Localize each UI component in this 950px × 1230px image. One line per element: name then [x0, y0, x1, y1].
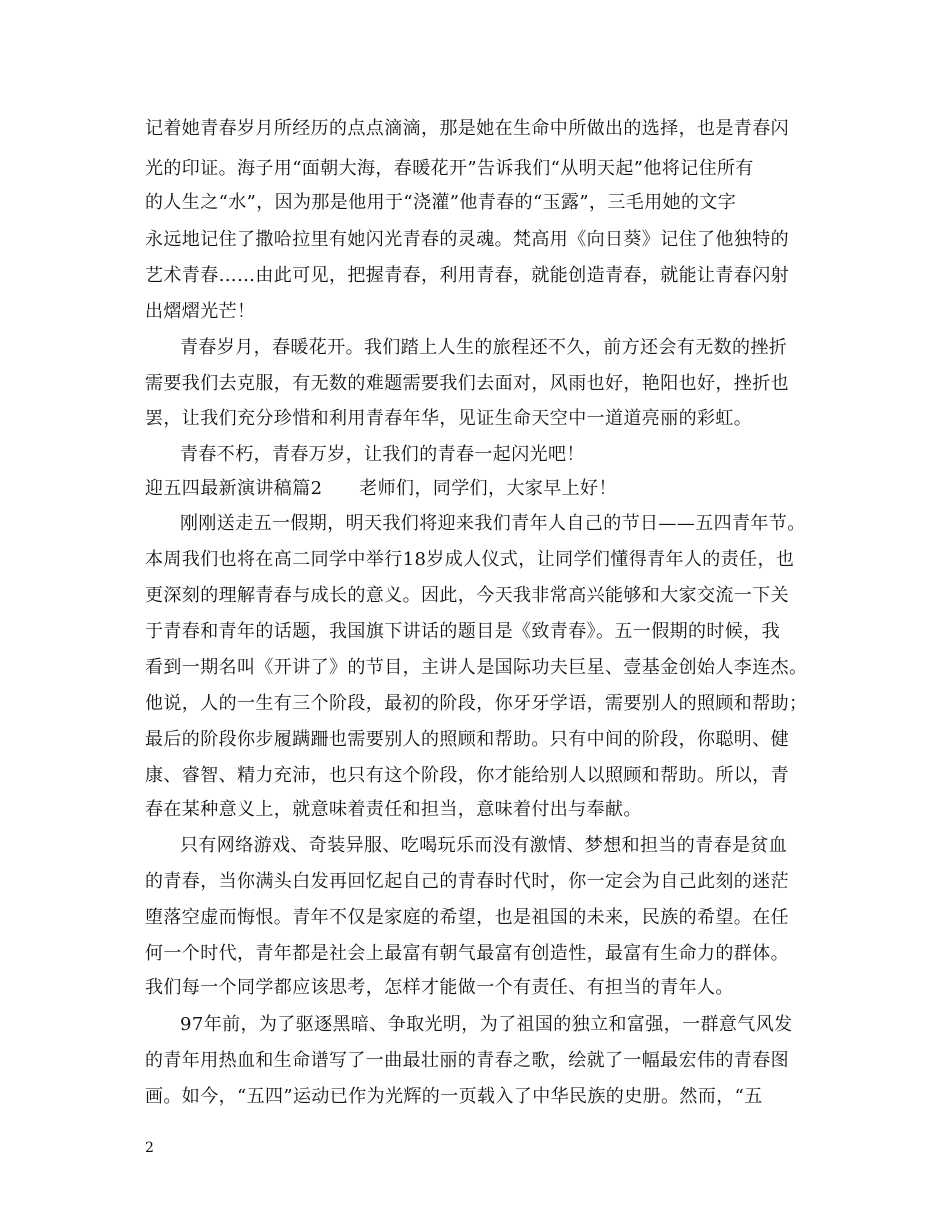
text-line: 需要我们去克服，有无数的难题需要我们去面对，风雨也好，艳阳也好，挫折也	[145, 373, 789, 394]
text-line: 画。如今，“五四”运动已作为光辉的一页载入了中华民族的史册。然而，“五	[145, 1086, 763, 1107]
text-line: 康、睿智、精力充沛，也只有这个阶段，你才能给别人以照顾和帮助。所以，青	[145, 765, 789, 786]
text-line: 最后的阶段你步履蹒跚也需要别人的照顾和帮助。只有中间的阶段，你聪明、健	[145, 729, 789, 750]
text-line: 于青春和青年的话题，我国旗下讲话的题目是《致青春》。五一假期的时候，我	[145, 621, 780, 642]
text-line: 堕落空虚而悔恨。青年不仅是家庭的希望，也是祖国的未来，民族的希望。在任	[145, 907, 789, 928]
text-line: 的青春，当你满头白发再回忆起自己的青春时代时，你一定会为自己此刻的迷茫	[145, 871, 789, 892]
text-line: 罢，让我们充分珍惜和利用青春年华，见证生命天空中一道道亮丽的彩虹。	[145, 408, 753, 429]
paragraph-first-line: 刚刚送走五一假期，明天我们将迎来我们青年人自己的节日——五四青年节。	[180, 513, 806, 534]
text-line: 记着她青春岁月所经历的点点滴滴，那是她在生命中所做出的选择，也是青春闪	[145, 118, 789, 139]
paragraph-first-line: 只有网络游戏、奇装异服、吃喝玩乐而没有激情、梦想和担当的青春是贫血	[180, 835, 788, 856]
paragraph-first-line: 97年前，为了驱逐黑暗、争取光明，为了祖国的独立和富强，一群意气风发	[180, 1014, 793, 1035]
section-heading: 迎五四最新演讲稿篇2 老师们，同学们，大家早上好！	[145, 478, 617, 499]
text-line: 何一个时代，青年都是社会上最富有朝气最富有创造性，最富有生命力的群体。	[145, 943, 789, 964]
paragraph-first-line: 青春不朽，青春万岁，让我们的青春一起闪光吧！	[180, 444, 585, 465]
text-line: 的人生之“水”，因为那是他用于“浇灌”他青春的“玉露”，三毛用她的文字	[145, 192, 737, 213]
text-line: 看到一期名叫《开讲了》的节目，主讲人是国际功夫巨星、壹基金创始人李连杰。	[145, 657, 808, 678]
text-line: 更深刻的理解青春与成长的意义。因此，今天我非常高兴能够和大家交流一下关	[145, 585, 789, 606]
text-line: 春在某种意义上，就意味着责任和担当，意味着付出与奉献。	[145, 799, 642, 820]
text-line: 我们每一个同学都应该思考，怎样才能做一个有责任、有担当的青年人。	[145, 977, 734, 998]
text-line: 光的印证。海子用“面朝大海，春暖花开”告诉我们“从明天起”他将记住所有	[145, 158, 754, 179]
text-line: 出熠熠光芒！	[145, 301, 256, 322]
paragraph-first-line: 青春岁月，春暖花开。我们踏上人生的旅程还不久，前方还会有无数的挫折	[180, 337, 788, 358]
text-line: 艺术青春……由此可见，把握青春，利用青春，就能创造青春，就能让青春闪射	[145, 265, 789, 286]
text-line: 永远地记住了撒哈拉里有她闪光青春的灵魂。梵高用《向日葵》记住了他独特的	[145, 229, 789, 250]
page-number: 2	[145, 1140, 154, 1156]
text-line: 的青年用热血和生命谱写了一曲最壮丽的青春之歌，绘就了一幅最宏伟的青春图	[145, 1050, 789, 1071]
text-line: 他说，人的一生有三个阶段，最初的阶段，你牙牙学语，需要别人的照顾和帮助；	[145, 693, 808, 714]
text-line: 本周我们也将在高二同学中举行18岁成人仪式，让同学们懂得青年人的责任，也	[145, 549, 795, 570]
